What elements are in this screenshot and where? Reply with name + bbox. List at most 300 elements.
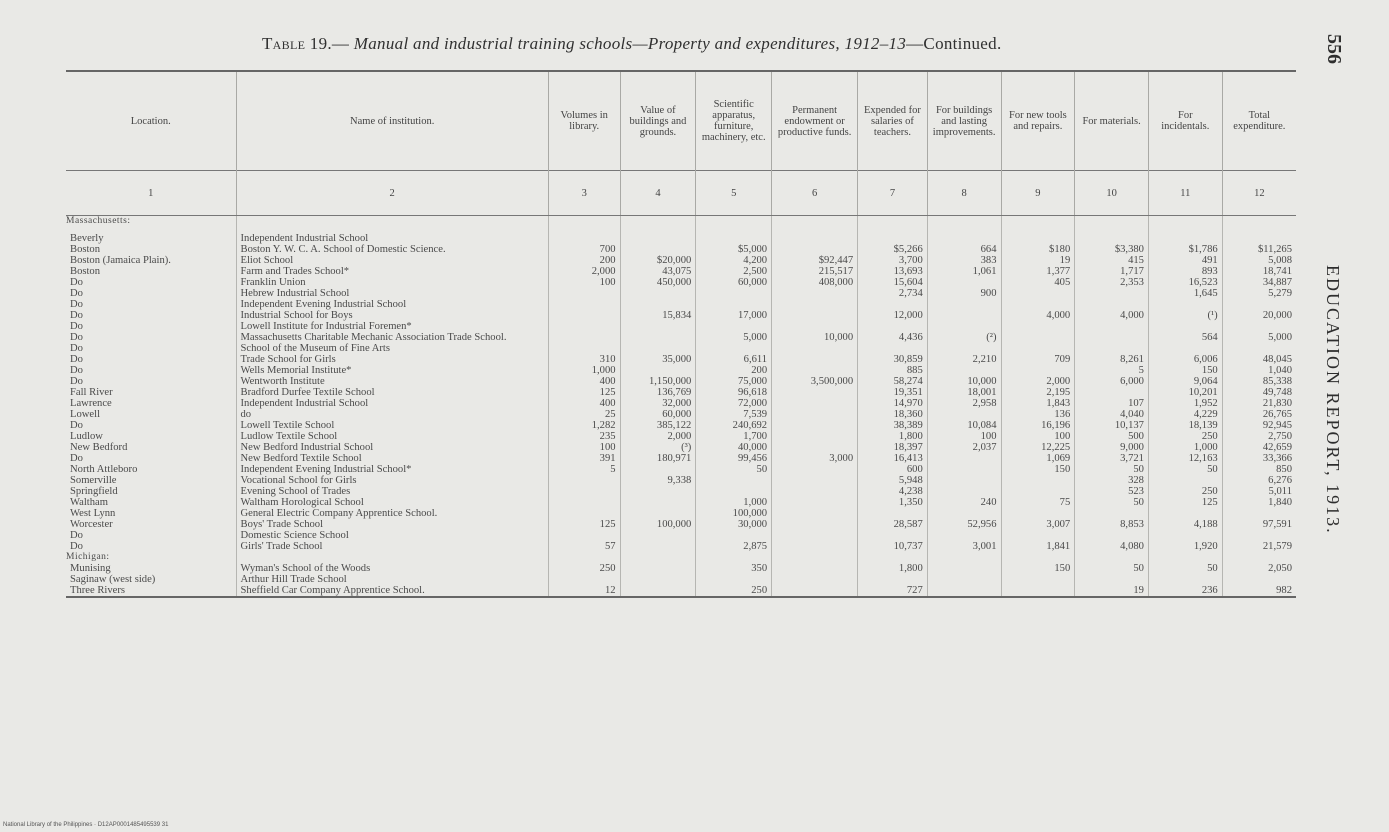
location-cell: Do	[70, 288, 83, 299]
state-name: Massachusetts:	[66, 216, 131, 226]
column-number-row	[66, 171, 1296, 216]
value-cell	[1222, 552, 1296, 563]
value-cell	[772, 365, 858, 376]
location-cell: Somerville	[70, 475, 117, 486]
column-number: 6	[772, 171, 858, 216]
table-row	[66, 442, 1296, 453]
value-cell: 2,000	[548, 266, 620, 277]
table-row	[66, 464, 1296, 475]
running-head: EDUCATION REPORT, 1913.	[1323, 265, 1343, 535]
table-row	[66, 310, 1296, 321]
value-cell	[858, 299, 928, 310]
value-cell: $3,380	[1075, 244, 1149, 255]
value-cell: 9,064	[1148, 376, 1222, 387]
value-cell: 2,734	[858, 288, 928, 299]
value-cell	[1075, 288, 1149, 299]
institution-cell: New Bedford Industrial School	[236, 442, 548, 453]
column-header: Expended for salaries of teachers.	[858, 71, 928, 171]
value-cell	[1222, 321, 1296, 332]
value-cell	[772, 585, 858, 597]
value-cell	[696, 486, 772, 497]
table-row	[66, 299, 1296, 310]
value-cell	[927, 343, 1001, 354]
institution-cell: School of the Museum of Fine Arts	[236, 343, 548, 354]
value-cell	[1222, 530, 1296, 541]
column-number: 3	[548, 171, 620, 216]
value-cell	[1001, 299, 1075, 310]
table-row	[66, 497, 1296, 508]
value-cell: 3,000	[772, 453, 858, 464]
value-cell	[548, 299, 620, 310]
value-cell: 97,591	[1222, 519, 1296, 530]
value-cell	[548, 475, 620, 486]
value-cell	[772, 475, 858, 486]
value-cell	[772, 321, 858, 332]
value-cell	[927, 216, 1001, 228]
value-cell	[772, 288, 858, 299]
value-cell: 4,080	[1075, 541, 1149, 552]
column-header: Total expenditure.	[1222, 71, 1296, 171]
value-cell	[772, 464, 858, 475]
location-cell: Worcester	[70, 519, 113, 530]
value-cell	[927, 552, 1001, 563]
value-cell	[1075, 227, 1149, 244]
value-cell: 1,061	[927, 266, 1001, 277]
value-cell: 99,456	[696, 453, 772, 464]
table-row	[66, 321, 1296, 332]
location-cell: Do	[70, 530, 83, 541]
value-cell: 19,351	[858, 387, 928, 398]
value-cell	[548, 216, 620, 228]
value-cell	[927, 574, 1001, 585]
value-cell	[772, 420, 858, 431]
value-cell: 50	[1075, 464, 1149, 475]
value-cell	[927, 530, 1001, 541]
value-cell	[1001, 332, 1075, 343]
value-cell: 100,000	[620, 519, 696, 530]
table-row	[66, 420, 1296, 431]
value-cell: 100	[927, 431, 1001, 442]
value-cell: 18,741	[1222, 266, 1296, 277]
value-cell: 60,000	[696, 277, 772, 288]
value-cell	[1001, 216, 1075, 228]
value-cell: 405	[1001, 277, 1075, 288]
statistics-table-container	[66, 70, 1296, 598]
value-cell	[772, 354, 858, 365]
table-row	[66, 563, 1296, 574]
column-number: 11	[1148, 171, 1222, 216]
value-cell: $20,000	[620, 255, 696, 266]
value-cell	[772, 497, 858, 508]
value-cell: 92,945	[1222, 420, 1296, 431]
value-cell	[1148, 216, 1222, 228]
institution-cell: Massachusetts Charitable Mechanic Association Trade School.	[236, 332, 548, 343]
value-cell	[548, 574, 620, 585]
value-cell: 4,000	[1075, 310, 1149, 321]
value-cell	[548, 288, 620, 299]
column-header: Permanent endowment or productive funds.	[772, 71, 858, 171]
table-body	[66, 216, 1296, 598]
value-cell: 48,045	[1222, 354, 1296, 365]
value-cell	[620, 464, 696, 475]
value-cell	[858, 321, 928, 332]
value-cell: 235	[548, 431, 620, 442]
value-cell: 250	[548, 563, 620, 574]
value-cell	[548, 497, 620, 508]
value-cell	[772, 563, 858, 574]
value-cell: 14,970	[858, 398, 928, 409]
value-cell	[772, 552, 858, 563]
value-cell: 5,008	[1222, 255, 1296, 266]
value-cell: 400	[548, 398, 620, 409]
table-title	[262, 34, 1162, 54]
value-cell: 136,769	[620, 387, 696, 398]
institution-cell: Lowell Institute for Industrial Foremen*	[236, 321, 548, 332]
value-cell	[927, 475, 1001, 486]
value-cell: 1,282	[548, 420, 620, 431]
value-cell: 600	[858, 464, 928, 475]
table-row	[66, 398, 1296, 409]
location-cell: Do	[70, 310, 83, 321]
value-cell: 850	[1222, 464, 1296, 475]
location-cell: Beverly	[70, 233, 104, 244]
value-cell: 26,765	[1222, 409, 1296, 420]
value-cell	[696, 216, 772, 228]
value-cell: 215,517	[772, 266, 858, 277]
page-number: 556	[1323, 34, 1345, 64]
value-cell: 709	[1001, 354, 1075, 365]
value-cell: (³)	[620, 442, 696, 453]
value-cell	[772, 541, 858, 552]
table-row	[66, 508, 1296, 519]
location-cell: Three Rivers	[66, 585, 236, 597]
value-cell: 50	[1075, 563, 1149, 574]
value-cell: 1,645	[1148, 288, 1222, 299]
value-cell	[927, 486, 1001, 497]
value-cell: 1,717	[1075, 266, 1149, 277]
value-cell: $11,265	[1222, 244, 1296, 255]
value-cell: 6,611	[696, 354, 772, 365]
value-cell: 2,500	[696, 266, 772, 277]
location-cell: Fall River	[70, 387, 113, 398]
value-cell	[620, 244, 696, 255]
value-cell	[927, 310, 1001, 321]
location-cell: Do	[70, 299, 83, 310]
value-cell: 2,875	[696, 541, 772, 552]
value-cell: 1,000	[696, 497, 772, 508]
location-cell: Do	[70, 321, 83, 332]
value-cell: 3,721	[1075, 453, 1149, 464]
value-cell	[927, 508, 1001, 519]
column-number: 5	[696, 171, 772, 216]
value-cell: 33,366	[1222, 453, 1296, 464]
value-cell	[772, 574, 858, 585]
value-cell	[620, 585, 696, 597]
value-cell: 727	[858, 585, 928, 597]
value-cell	[620, 216, 696, 228]
institution-cell: Independent Evening Industrial School	[236, 299, 548, 310]
value-cell: 15,834	[620, 310, 696, 321]
value-cell: 240,692	[696, 420, 772, 431]
value-cell	[696, 475, 772, 486]
institution-cell: Independent Industrial School	[236, 398, 548, 409]
value-cell	[1075, 332, 1149, 343]
value-cell: 42,659	[1222, 442, 1296, 453]
value-cell	[1001, 365, 1075, 376]
column-header: For buildings and lasting improvements.	[927, 71, 1001, 171]
value-cell	[927, 227, 1001, 244]
table-row	[66, 574, 1296, 585]
value-cell	[1075, 574, 1149, 585]
value-cell	[696, 343, 772, 354]
institution-cell: Arthur Hill Trade School	[236, 574, 548, 585]
value-cell: 4,436	[858, 332, 928, 343]
value-cell: 100	[1001, 431, 1075, 442]
value-cell	[1001, 288, 1075, 299]
value-cell	[696, 530, 772, 541]
column-header: For incidentals.	[1148, 71, 1222, 171]
value-cell: 1,800	[858, 431, 928, 442]
value-cell: 500	[1075, 431, 1149, 442]
value-cell	[620, 321, 696, 332]
location-cell: West Lynn	[70, 508, 116, 519]
location-cell: Do	[70, 420, 83, 431]
value-cell: 30,000	[696, 519, 772, 530]
value-cell: 5,279	[1222, 288, 1296, 299]
value-cell	[620, 497, 696, 508]
value-cell: 10,000	[772, 332, 858, 343]
value-cell: $180	[1001, 244, 1075, 255]
value-cell: 200	[696, 365, 772, 376]
location-cell: Munising	[70, 563, 111, 574]
value-cell: 136	[1001, 409, 1075, 420]
value-cell: 100	[548, 277, 620, 288]
value-cell: 4,040	[1075, 409, 1149, 420]
location-cell: Boston	[70, 266, 101, 277]
value-cell	[1075, 387, 1149, 398]
institution-cell: Trade School for Girls	[236, 354, 548, 365]
value-cell: 18,360	[858, 409, 928, 420]
location-cell: Saginaw (west side)	[70, 574, 156, 585]
value-cell: 4,200	[696, 255, 772, 266]
institution-cell: Bradford Durfee Textile School	[236, 387, 548, 398]
value-cell: 28,587	[858, 519, 928, 530]
value-cell	[1001, 343, 1075, 354]
value-cell: 50	[1075, 497, 1149, 508]
institution-cell: Vocational School for Girls	[236, 475, 548, 486]
value-cell	[548, 530, 620, 541]
value-cell	[1001, 508, 1075, 519]
value-cell: 35,000	[620, 354, 696, 365]
value-cell: 16,523	[1148, 277, 1222, 288]
value-cell	[1001, 321, 1075, 332]
value-cell: 34,887	[1222, 277, 1296, 288]
value-cell	[858, 552, 928, 563]
institution-cell: Wells Memorial Institute*	[236, 365, 548, 376]
value-cell	[772, 216, 858, 228]
value-cell	[620, 288, 696, 299]
value-cell: 2,000	[620, 431, 696, 442]
column-header: Value of buildings and grounds.	[620, 71, 696, 171]
value-cell: 8,261	[1075, 354, 1149, 365]
value-cell: 15,604	[858, 277, 928, 288]
table-row	[66, 541, 1296, 552]
table-row	[66, 376, 1296, 387]
value-cell: 2,195	[1001, 387, 1075, 398]
value-cell	[772, 227, 858, 244]
value-cell: 5,948	[858, 475, 928, 486]
table-row	[66, 354, 1296, 365]
location-cell: New Bedford	[70, 442, 128, 453]
value-cell: 5	[1075, 365, 1149, 376]
value-cell: 13,693	[858, 266, 928, 277]
value-cell	[1001, 585, 1075, 597]
value-cell: 96,618	[696, 387, 772, 398]
column-header: For new tools and repairs.	[1001, 71, 1075, 171]
value-cell: 885	[858, 365, 928, 376]
value-cell: 150	[1148, 365, 1222, 376]
value-cell: 523	[1075, 486, 1149, 497]
institution-cell	[236, 552, 548, 563]
value-cell	[1075, 343, 1149, 354]
value-cell: 18,139	[1148, 420, 1222, 431]
column-header: Name of institution.	[236, 71, 548, 171]
table-row	[66, 475, 1296, 486]
value-cell	[1148, 530, 1222, 541]
value-cell: 18,001	[927, 387, 1001, 398]
value-cell: 50	[1148, 563, 1222, 574]
value-cell: 1,841	[1001, 541, 1075, 552]
value-cell: 564	[1148, 332, 1222, 343]
value-cell	[620, 365, 696, 376]
value-cell: 12,000	[858, 310, 928, 321]
value-cell	[1001, 552, 1075, 563]
value-cell	[1222, 343, 1296, 354]
column-header: Volumes in library.	[548, 71, 620, 171]
column-number: 8	[927, 171, 1001, 216]
institution-cell: Domestic Science School	[236, 530, 548, 541]
value-cell: 250	[1148, 431, 1222, 442]
institution-cell: Wentworth Institute	[236, 376, 548, 387]
value-cell: 3,700	[858, 255, 928, 266]
value-cell: 4,188	[1148, 519, 1222, 530]
institution-cell: do	[236, 409, 548, 420]
table-subject: Manual and industrial training schools—Property and expenditures, 1912–13	[353, 34, 907, 53]
table-row	[66, 277, 1296, 288]
value-cell	[927, 453, 1001, 464]
value-cell: $5,000	[696, 244, 772, 255]
value-cell: 12	[548, 585, 620, 597]
value-cell: 250	[1148, 486, 1222, 497]
value-cell	[927, 277, 1001, 288]
table-row	[66, 530, 1296, 541]
value-cell	[858, 343, 928, 354]
column-header: Scientific apparatus, furniture, machinery, etc.	[696, 71, 772, 171]
value-cell	[620, 508, 696, 519]
value-cell: 16,413	[858, 453, 928, 464]
institution-cell: Sheffield Car Company Apprentice School.	[236, 585, 548, 597]
state-heading-row	[66, 216, 1296, 228]
value-cell: 6,276	[1222, 475, 1296, 486]
value-cell: 180,971	[620, 453, 696, 464]
value-cell: 893	[1148, 266, 1222, 277]
value-cell	[927, 365, 1001, 376]
value-cell: 30,859	[858, 354, 928, 365]
value-cell: 5	[548, 464, 620, 475]
value-cell: 21,579	[1222, 541, 1296, 552]
value-cell: 664	[927, 244, 1001, 255]
value-cell	[696, 299, 772, 310]
value-cell	[696, 321, 772, 332]
value-cell: 50	[696, 464, 772, 475]
value-cell: 10,137	[1075, 420, 1149, 431]
institution-cell: Franklin Union	[236, 277, 548, 288]
value-cell: 85,338	[1222, 376, 1296, 387]
value-cell: 1,040	[1222, 365, 1296, 376]
value-cell: (¹)	[1148, 310, 1222, 321]
institution-cell: Independent Evening Industrial School*	[236, 464, 548, 475]
value-cell	[620, 552, 696, 563]
value-cell: $1,786	[1148, 244, 1222, 255]
value-cell	[1148, 227, 1222, 244]
value-cell	[858, 227, 928, 244]
value-cell: 100,000	[696, 508, 772, 519]
institution-cell: Evening School of Trades	[236, 486, 548, 497]
value-cell: 1,920	[1148, 541, 1222, 552]
value-cell: 391	[548, 453, 620, 464]
column-header-row	[66, 71, 1296, 171]
value-cell	[620, 574, 696, 585]
value-cell: 9,338	[620, 475, 696, 486]
value-cell: 10,000	[927, 376, 1001, 387]
institution-cell: New Bedford Textile School	[236, 453, 548, 464]
value-cell: 43,075	[620, 266, 696, 277]
value-cell: 57	[548, 541, 620, 552]
value-cell	[772, 431, 858, 442]
table-row	[66, 244, 1296, 255]
value-cell: 20,000	[1222, 310, 1296, 321]
table-row	[66, 409, 1296, 420]
value-cell: 75,000	[696, 376, 772, 387]
value-cell: 8,853	[1075, 519, 1149, 530]
institution-cell: Farm and Trades School*	[236, 266, 548, 277]
value-cell: 240	[927, 497, 1001, 508]
value-cell: 12,163	[1148, 453, 1222, 464]
table-row	[66, 332, 1296, 343]
value-cell: 12,225	[1001, 442, 1075, 453]
value-cell	[1222, 227, 1296, 244]
value-cell	[1148, 321, 1222, 332]
value-cell	[772, 398, 858, 409]
value-cell: 6,006	[1148, 354, 1222, 365]
value-cell	[772, 409, 858, 420]
statistics-table	[66, 70, 1296, 598]
location-cell: Do	[70, 453, 83, 464]
value-cell: 385,122	[620, 420, 696, 431]
table-number: Table 19.—	[262, 34, 350, 53]
value-cell: 1,952	[1148, 398, 1222, 409]
column-header: Location.	[66, 71, 236, 171]
value-cell: 982	[1222, 585, 1296, 597]
table-row	[66, 486, 1296, 497]
value-cell	[1075, 552, 1149, 563]
value-cell	[927, 585, 1001, 597]
location-cell: Ludlow	[70, 431, 103, 442]
value-cell: 5,000	[696, 332, 772, 343]
location-cell: Waltham	[70, 497, 108, 508]
table-continued: —Continued.	[906, 34, 1002, 53]
institution-cell: Boston Y. W. C. A. School of Domestic Science.	[236, 244, 548, 255]
